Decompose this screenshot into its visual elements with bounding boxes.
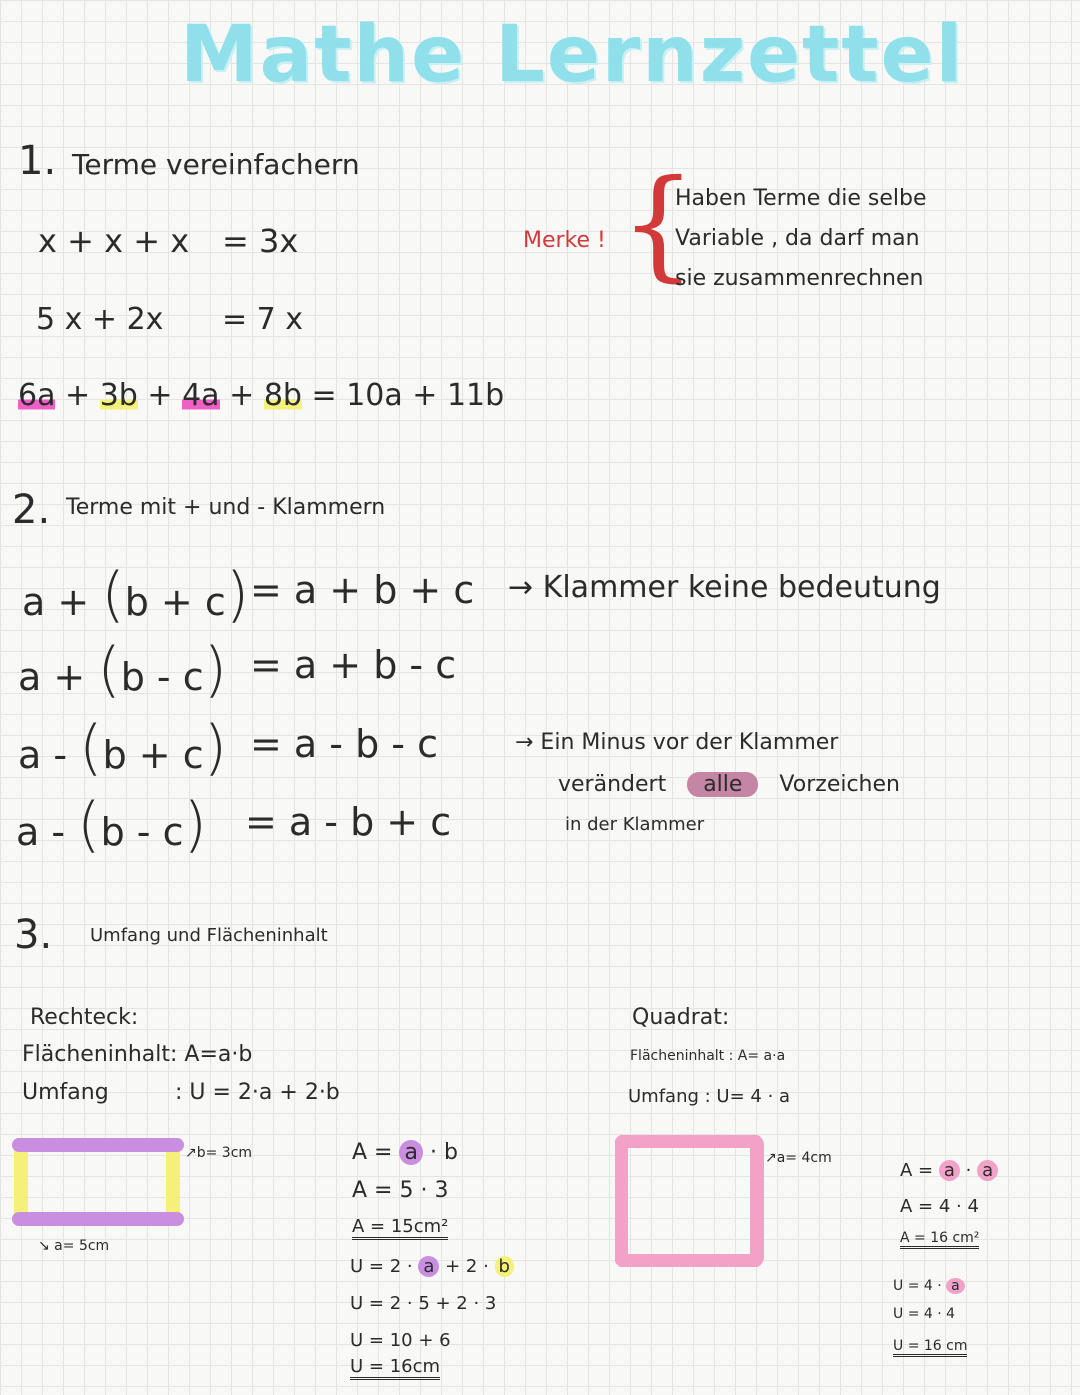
term-4a: 4a (182, 378, 220, 413)
note-klammer-keine-bedeutung: → Klammer keine bedeutung (508, 570, 941, 605)
rechteck-calc-u3: U = 10 + 6 (350, 1330, 451, 1351)
quadrat-umfang: Umfang : U= 4 · a (628, 1086, 791, 1107)
quadrat-calc-a1 (900, 1160, 998, 1181)
quadrat-drawing (615, 1135, 765, 1267)
merke-label: Merke ! (523, 228, 606, 253)
word-veraendert: verändert (558, 772, 667, 797)
rechteck-calc-a2: A = 5 · 3 (352, 1178, 449, 1203)
eq2-left: 5 x + 2x (36, 302, 164, 337)
eq3 (18, 378, 504, 413)
right-paren: ) (225, 560, 250, 630)
section1-number: 1. (18, 138, 57, 184)
quadrat-title: Quadrat: (632, 1005, 730, 1030)
rechteck-title: Rechteck: (30, 1005, 139, 1030)
calc-suffix: · b (429, 1140, 458, 1165)
var-a-highlight: a (399, 1140, 422, 1165)
row-prefix: a + (22, 580, 90, 624)
rechteck-side-b-left (14, 1141, 28, 1221)
note-minus-line-3: in der Klammer (565, 814, 705, 835)
left-paren: ( (77, 790, 101, 860)
row-inner: b - c (100, 810, 184, 854)
rechteck-side-a-bottom (12, 1212, 184, 1226)
plus-sign: + (229, 378, 255, 413)
word-vorzeichen: Vorzeichen (779, 772, 900, 797)
row-inner: b - c (120, 655, 204, 699)
merke-line-2: Variable , da darf man (675, 226, 920, 251)
rechteck-calc-a1 (352, 1140, 458, 1165)
var-a-highlight: a (946, 1278, 965, 1294)
section2-number: 2. (12, 487, 51, 533)
eq1-right: = 3x (222, 222, 299, 260)
rechteck-side-a-top (12, 1138, 184, 1152)
quadrat-calc-u3: U = 16 cm (893, 1338, 967, 1357)
quadrat-label-a: ↗a= 4cm (765, 1150, 832, 1166)
merke-line-3: sie zusammenrechnen (675, 266, 924, 291)
term-3b: 3b (99, 378, 138, 413)
left-paren: ( (97, 635, 121, 705)
row1-result: = a + b + c (250, 568, 475, 612)
row-prefix: a + (18, 655, 86, 699)
highlight-alle: alle (687, 772, 758, 797)
rechteck-umfang-label: Umfang (22, 1080, 109, 1105)
rechteck-calc-u2: U = 2 · 5 + 2 · 3 (350, 1293, 497, 1314)
row2-result: = a + b - c (250, 643, 457, 687)
rechteck-side-b-right (166, 1141, 180, 1221)
quadrat-calc-u2: U = 4 · 4 (893, 1306, 956, 1322)
right-paren: ) (203, 713, 228, 783)
calc-prefix: U = 2 · (350, 1256, 413, 1277)
right-paren: ) (203, 635, 228, 705)
calc-mid: + 2 · (445, 1256, 489, 1277)
rechteck-calc-a3: A = 15cm² (352, 1216, 448, 1240)
row4-result: = a - b + c (245, 800, 452, 844)
equals-sign: = (311, 378, 337, 413)
section1-heading: Terme vereinfachern (72, 148, 360, 181)
term-8b: 8b (263, 378, 302, 413)
section2-heading: Terme mit + und - Klammern (66, 495, 386, 520)
var-a-highlight: a (939, 1160, 960, 1181)
page-title: Mathe Lernzettel (180, 10, 965, 100)
note-minus-line-2 (558, 772, 900, 797)
klammer-row-4 (16, 790, 207, 860)
left-paren: ( (101, 560, 125, 630)
quadrat-calc-a3: A = 16 cm² (900, 1230, 979, 1249)
note-minus-line-1: → Ein Minus vor der Klammer (515, 730, 839, 755)
rechteck-calc-u1 (350, 1256, 514, 1277)
row-prefix: a - (16, 810, 66, 854)
row3-result: = a - b - c (250, 722, 438, 766)
klammer-row-2 (18, 635, 228, 705)
row-prefix: a - (18, 733, 68, 777)
quadrat-flaeche: Flächeninhalt : A= a·a (630, 1048, 786, 1064)
rechteck-flaeche: Flächeninhalt: A=a·b (22, 1042, 253, 1067)
calc-prefix: A = (352, 1140, 393, 1165)
red-brace-icon: { (620, 155, 697, 294)
eq3-result: 10a + 11b (346, 378, 505, 413)
rechteck-label-b: ↗b= 3cm (185, 1145, 253, 1161)
rechteck-drawing (8, 1135, 188, 1230)
section3-number: 3. (14, 912, 53, 958)
eq2-right: = 7 x (222, 302, 304, 337)
rechteck-calc-u4: U = 16cm (350, 1356, 440, 1380)
section3-heading: Umfang und Flächeninhalt (90, 925, 328, 946)
var-a-highlight: a (418, 1256, 439, 1277)
rechteck-umfang-formula: : U = 2·a + 2·b (175, 1080, 340, 1105)
term-6a: 6a (18, 378, 56, 413)
quadrat-calc-u1 (893, 1278, 965, 1294)
row-inner: b + c (124, 580, 226, 624)
quadrat-sides (621, 1141, 757, 1261)
var-a-highlight: a (977, 1160, 998, 1181)
rechteck-label-a: ↘ a= 5cm (38, 1238, 110, 1254)
klammer-row-1 (22, 560, 250, 630)
row-inner: b + c (102, 733, 204, 777)
calc-prefix: A = (900, 1160, 934, 1181)
calc-dot: · (965, 1160, 972, 1181)
right-paren: ) (183, 790, 207, 860)
eq1-left: x + x + x (38, 222, 190, 260)
merke-line-1: Haben Terme die selbe (675, 186, 927, 211)
var-b-highlight: b (495, 1256, 514, 1277)
klammer-row-3 (18, 713, 228, 783)
calc-prefix: U = 4 · (893, 1278, 942, 1294)
left-paren: ( (79, 713, 103, 783)
quadrat-calc-a2: A = 4 · 4 (900, 1196, 979, 1217)
plus-sign: + (65, 378, 91, 413)
plus-sign: + (147, 378, 173, 413)
